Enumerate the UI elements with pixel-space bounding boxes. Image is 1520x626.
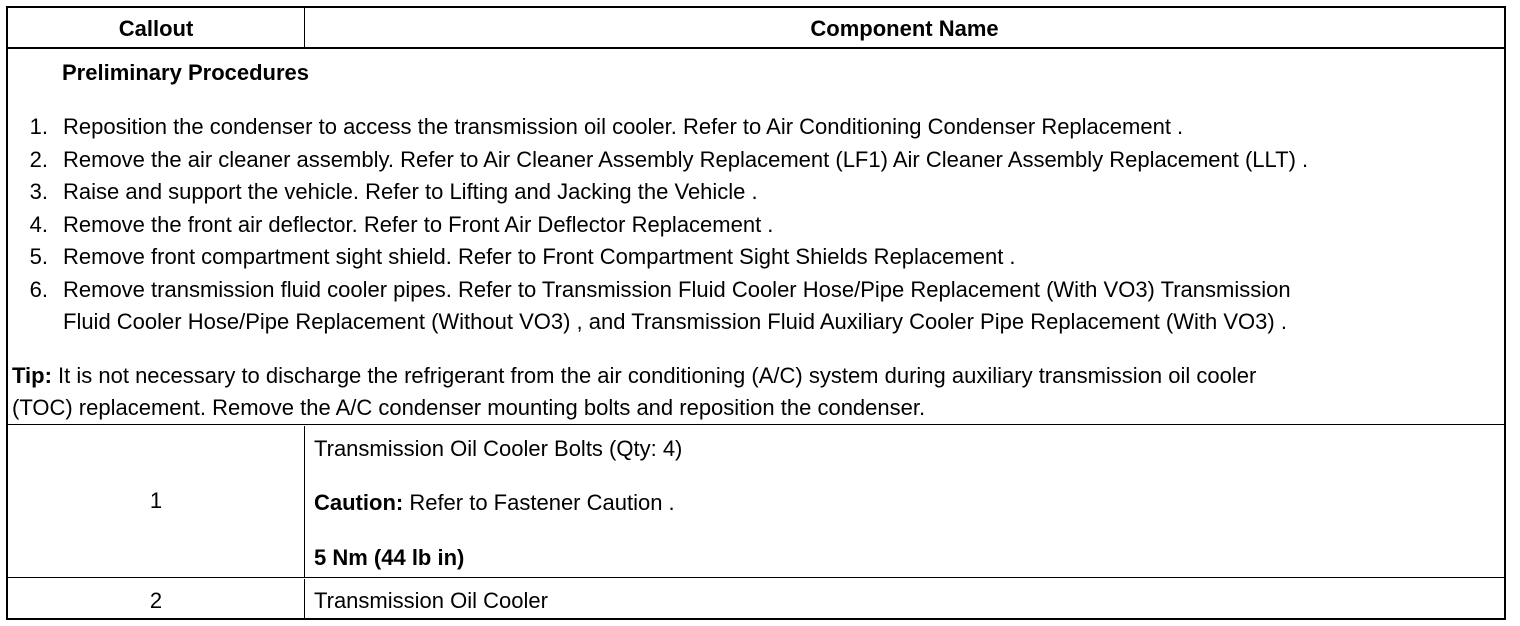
table-row [8, 579, 1504, 620]
tip-text: It is not necessary to discharge the refrigerant from the air conditioning (A/C) system during auxiliary transmission oil cooler [51, 363, 1257, 388]
tip-line-1 [12, 360, 1256, 393]
callout-column-header: Callout [118, 16, 194, 41]
caution-note [314, 490, 675, 516]
table-header [8, 8, 1504, 49]
component-name-column-header: Component Name [810, 16, 999, 41]
step-text: Remove transmission fluid cooler pipes. Refer to Transmission Fluid Cooler Hose/Pipe Replacement (With VO3) Transmission [63, 277, 1291, 302]
step-text: Raise and support the vehicle. Refer to Lifting and Jacking the Vehicle . [63, 179, 758, 204]
step-number: 2. [29, 147, 48, 172]
component-name: Transmission Oil Cooler [314, 588, 548, 613]
table-row [8, 426, 1504, 578]
step-text-continued: Fluid Cooler Hose/Pipe Replacement (Without VO3) , and Transmission Fluid Auxiliary Cooler Pipe Replacement (With VO3) . [63, 309, 1287, 334]
preliminary-procedures-section [8, 49, 1504, 425]
preliminary-title: Preliminary Procedures [62, 60, 310, 85]
callout-number: 1 [149, 488, 163, 513]
step-text: Reposition the condenser to access the transmission oil cooler. Refer to Air Conditioning Condenser Replacement . [63, 114, 1184, 139]
step-number: 1. [29, 114, 48, 139]
caution-label: Caution: [314, 490, 404, 515]
component-name: Transmission Oil Cooler Bolts (Qty: 4) [314, 436, 683, 461]
caution-text: Refer to Fastener Caution . [403, 490, 675, 515]
procedure-table [6, 6, 1506, 620]
column-divider [304, 426, 305, 578]
column-divider [304, 579, 305, 620]
step-number: 6. [29, 277, 48, 302]
step-text: Remove front compartment sight shield. Refer to Front Compartment Sight Shields Replacement . [63, 244, 1016, 269]
column-divider [304, 8, 305, 49]
tip-label: Tip: [12, 363, 52, 388]
torque-spec: 5 Nm (44 lb in) [314, 545, 465, 570]
step-number: 3. [29, 179, 48, 204]
step-text: Remove the air cleaner assembly. Refer to Air Cleaner Assembly Replacement (LF1) Air Cleaner Assembly Replacement (LLT) . [63, 147, 1309, 172]
step-number: 5. [29, 244, 48, 269]
step-text: Remove the front air deflector. Refer to Front Air Deflector Replacement . [63, 212, 774, 237]
step-number: 4. [29, 212, 48, 237]
callout-number: 2 [149, 588, 163, 613]
tip-line-2: (TOC) replacement. Remove the A/C condenser mounting bolts and reposition the condenser. [12, 395, 926, 420]
